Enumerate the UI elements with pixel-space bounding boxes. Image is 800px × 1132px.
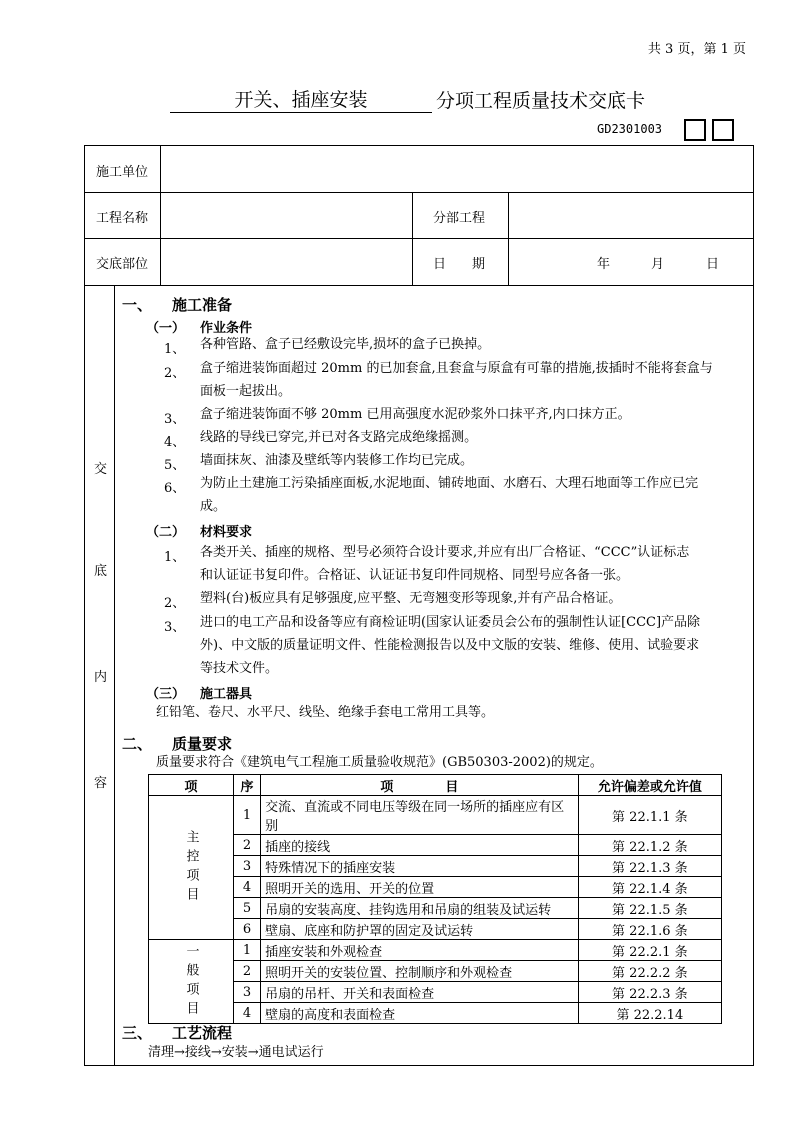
table-row [149,898,722,919]
item-number: 4、 [164,435,186,450]
row-seq: 4 [234,877,261,898]
item-number: 1、 [164,550,186,565]
date-day: 日 [706,257,720,272]
item-text: 墙面抹灰、油漆及壁纸等内装修工作均已完成。 [200,453,474,468]
row-item: 插座的接线 [261,835,579,856]
row-seq: 1 [234,940,261,961]
row-value: 第 22.2.3 条 [578,982,721,1003]
doc-code: GD2301003 [597,122,663,136]
item-text: 成。 [200,499,227,514]
row-value: 第 22.2.2 条 [578,961,721,982]
item-text: 盒子缩进装饰面超过 20mm 的已加套盒,且套盒与原盒有可靠的措施,拔插时不能将套盒与 [200,361,713,376]
title-topic: 开关、插座安装 [170,88,432,113]
item-number: 3、 [164,620,186,635]
divider [84,285,754,286]
subsection-number: （二） [146,525,186,540]
checkbox-2[interactable] [712,119,734,141]
row-item: 吊扇的吊杆、开关和表面检查 [261,982,579,1003]
subsection-title: 施工器具 [200,687,253,702]
row-item: 壁扇、底座和防护罩的固定及试运转 [261,919,579,940]
col-header: 允许偏差或允许值 [578,775,721,796]
table-row [149,919,722,940]
row-item: 吊扇的安装高度、挂钩选用和吊扇的组装及试运转 [261,898,579,919]
section-number: 三、 [122,1024,153,1042]
tools-text: 红铅笔、卷尺、水平尺、线坠、绝缘手套电工常用工具等。 [156,705,495,720]
table-row [149,796,722,835]
table-header-row [149,775,722,796]
division-label: 分部工程 [433,211,486,226]
row-item: 交流、直流或不同电压等级在同一场所的插座应有区别 [261,796,579,835]
row-value: 第 22.1.1 条 [578,796,721,835]
item-text: 塑料(台)板应具有足够强度,应平整、无弯翘变形等现象,并有产品合格证。 [200,591,622,606]
item-text: 面板一起拔出。 [200,384,292,399]
item-text: 为防止土建施工污染插座面板,水泥地面、铺砖地面、水磨石、大理石地面等工作应已完 [200,476,699,491]
row-value: 第 22.1.3 条 [578,856,721,877]
table-row [149,856,722,877]
project-label: 工程名称 [96,211,149,226]
divider [412,192,413,285]
section-number: 二、 [122,735,153,753]
table-row [149,1003,722,1024]
row-seq: 5 [234,898,261,919]
quality-intro: 质量要求符合《建筑电气工程施工质量验收规范》(GB50303-2002)的规定。 [156,755,603,770]
row-seq: 2 [234,961,261,982]
row-seq: 2 [234,835,261,856]
row-item: 壁扇的高度和表面检查 [261,1003,579,1024]
subsection-number: （一） [146,321,186,336]
table-row [149,835,722,856]
item-text: 各类开关、插座的规格、型号必须符合设计要求,并应有出厂合格证、“CCC”认证标志 [200,545,690,560]
side-char: 交 [94,462,108,477]
section-title: 工艺流程 [172,1024,233,1042]
section-title: 质量要求 [172,735,233,753]
section-title: 施工准备 [172,296,233,314]
row-item: 插座安装和外观检查 [261,940,579,961]
section-number: 一、 [122,296,153,314]
title-suffix: 分项工程质量技术交底卡 [436,90,646,112]
row-seq: 1 [234,796,261,835]
page-title [170,88,645,113]
subsection-title: 作业条件 [200,321,253,336]
col-header: 序 [234,775,261,796]
table-row [149,961,722,982]
date-month: 月 [651,257,665,272]
row-value: 第 22.1.6 条 [578,919,721,940]
group-label: 主控项目 [149,796,234,940]
item-text: 进口的电工产品和设备等应有商检证明(国家认证委员会公布的强制性认证[CCC]产品除 [200,615,701,630]
row-seq: 6 [234,919,261,940]
item-number: 1、 [164,342,186,357]
divider [84,192,754,193]
item-text: 各种管路、盒子已经敷设完毕,损坏的盒子已换掉。 [200,337,491,352]
row-value: 第 22.2.14 [578,1003,721,1024]
item-text: 线路的导线已穿完,并已对各支路完成绝缘摇测。 [200,430,478,445]
quality-table [148,774,722,1024]
table-row [149,940,722,961]
page-count: 共 3 页，第 1 页 [647,42,746,57]
process-flow: 清理→接线→安装→通电试运行 [148,1045,324,1060]
row-seq: 4 [234,1003,261,1024]
divider [84,238,754,239]
item-number: 5、 [164,458,186,473]
divider [114,285,115,1066]
row-value: 第 22.1.5 条 [578,898,721,919]
item-text: 盒子缩进装饰面不够 20mm 已用高强度水泥砂浆外口抹平齐,内口抹方正。 [200,407,631,422]
side-char: 容 [94,776,108,791]
date-year: 年 [597,257,611,272]
item-number: 2、 [164,366,186,381]
side-char: 内 [94,670,108,685]
item-number: 3、 [164,412,186,427]
location-label: 交底部位 [96,257,149,272]
side-char: 底 [94,564,108,579]
col-header: 项 目 [261,775,579,796]
subsection-title: 材料要求 [200,525,253,540]
row-value: 第 22.1.2 条 [578,835,721,856]
divider [160,145,161,285]
item-number: 2、 [164,596,186,611]
item-text: 外)、中文版的质量证明文件、性能检测报告以及中文版的安装、维修、使用、试验要求 [200,638,700,653]
col-header: 项 [149,775,234,796]
date-label: 日 期 [433,257,486,272]
row-item: 照明开关的选用、开关的位置 [261,877,579,898]
group-label: 一般项目 [149,940,234,1024]
checkbox-1[interactable] [684,119,706,141]
row-seq: 3 [234,856,261,877]
item-text: 等技术文件。 [200,661,279,676]
row-item: 特殊情况下的插座安装 [261,856,579,877]
item-text: 和认证证书复印件。合格证、认证证书复印件同规格、同型号应各备一张。 [200,568,630,583]
item-number: 6、 [164,481,186,496]
row-seq: 3 [234,982,261,1003]
row-value: 第 22.1.4 条 [578,877,721,898]
table-row [149,877,722,898]
row-item: 照明开关的安装位置、控制顺序和外观检查 [261,961,579,982]
divider [508,192,509,285]
row-value: 第 22.2.1 条 [578,940,721,961]
unit-label: 施工单位 [96,165,149,180]
subsection-number: （三） [146,687,186,702]
table-row [149,982,722,1003]
